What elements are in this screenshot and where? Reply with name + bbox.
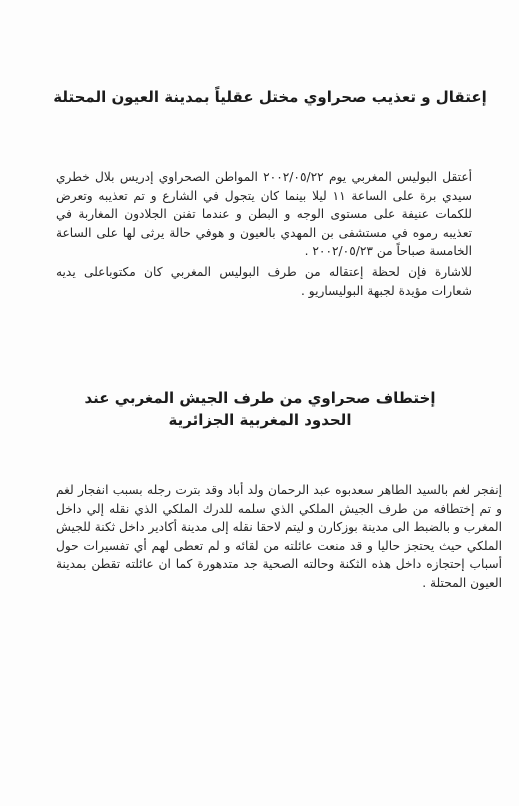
article-1-title: إعتقال و تعذيب صحراوي مختل عقلياً بمدينة العيون المحتلة: [53, 88, 487, 106]
article-2-title: [70, 387, 450, 431]
article-1-paragraph-2: للاشارة فإن لحظة إعتقاله من طرف البوليس المغربي كان مكتوباعلى يديه شعارات مؤيدة لجبهة البوليساريو .: [56, 265, 472, 298]
article-2-title-line-2: الحدود المغربية الجزائرية: [168, 411, 352, 429]
article-2-paragraph: إنفجر لغم بالسيد الطاهر سعدبوه عبد الرحمان ولد أباد وقد بترت رجله بسبب انفجار لغم و تم إختطافه من طرف الجيش الملكي الذي سلمه للدرك الملكي الذي نقله إلي داخل المغرب و بالضبط الى مدينة بوزكارن و ليتم لاحقا نقله إلى مدينة أكادير داخل ثكنة للجيش الملكي حيث يحتجز حاليا و قد منعت عائلته من لقائه و لم تعطى لهم أي تفسيرات حول أسباب إحتجازه داخل هذه الثكنة وحالته الصحية جد متدهورة كما ان عائلته تقطن بمدينة العيون المحتلة .: [56, 483, 502, 590]
article-1-paragraph-1: أعتقل البوليس المغربي يوم ٢٠٠٢/٠٥/٢٢ المواطن الصحراوي إدريس بلال خطري سيدي برة على الساعة ١١ ليلا بينما كان يتجول في الشارع و تم تعذيبه وتعرض للكمات عنيفة على مستوى الوجه و البطن و عندما تفنن الجلادون المغاربة في تعذيبه رموه في مستشفى بن المهدي بالعيون و هوفي حالة يرثى لها على الساعة الخامسة صباحاً من ٢٠٠٢/٠٥/٢٣ .: [56, 170, 472, 259]
article-2-title-line-1: إختطاف صحراوي من طرف الجيش المغربي عند: [84, 389, 436, 407]
